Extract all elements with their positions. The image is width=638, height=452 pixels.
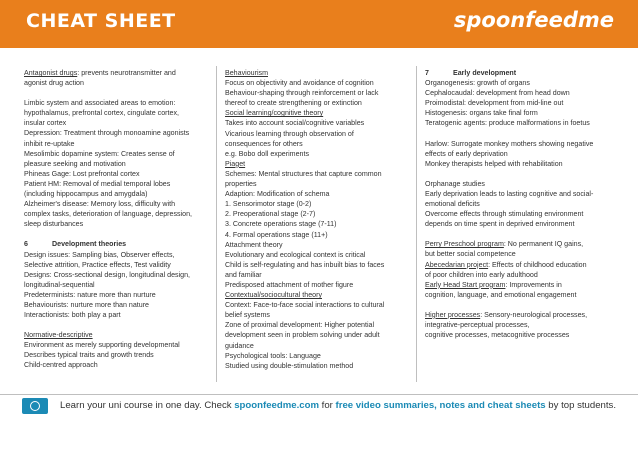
- text-line: Patient HM: Removal of medial temporal lobes: [24, 179, 171, 188]
- text-line: consequences for others: [225, 139, 303, 148]
- text-line: 1. Sensorimotor stage (0-2): [225, 200, 312, 209]
- text-line: longitudinal-sequential: [24, 280, 95, 289]
- text-fragment: : Effects of childhood education: [488, 260, 587, 269]
- section-number: 7: [425, 69, 429, 77]
- subheading: Contextual/sociocultural theory: [225, 291, 322, 300]
- text-line: Design issues: Sampling bias, Observer effects,: [24, 250, 175, 259]
- text-line: Cephalocaudal: development from head down: [425, 89, 570, 98]
- text-line: Early deprivation leads to lasting cognitive and social-: [425, 189, 594, 198]
- subheading: Social learning/cognitive theory: [225, 109, 324, 118]
- subheading: Piaget: [225, 159, 246, 168]
- page-title: CHEAT SHEET: [26, 10, 176, 32]
- text-line: [425, 260, 620, 270]
- text-line: Overcome effects through stimulating environment: [425, 210, 584, 219]
- text-line: belief systems: [225, 311, 270, 320]
- text-line: depends on time spent in deprived environment: [425, 220, 575, 229]
- column-2: [225, 68, 410, 371]
- column-divider: [216, 66, 217, 382]
- text-line: sleep disturbances: [24, 220, 84, 229]
- footer-mid: for: [318, 400, 336, 411]
- text-line: Orphanage studies: [425, 179, 485, 188]
- text-line: Adaption: Modification of schema: [225, 190, 330, 199]
- text-line: thereof to create strengthening or extinction: [225, 99, 362, 108]
- text-line: Focus on objectivity and avoidance of cognition: [225, 79, 374, 88]
- footer-pre: Learn your uni course in one day. Check: [60, 400, 235, 411]
- footer-site-link[interactable]: spoonfeedme.com: [234, 400, 319, 411]
- text-line: hypothalamus, prefrontal cortex, cingulate cortex,: [24, 109, 179, 118]
- spacer: [425, 129, 620, 139]
- text-line: Limbic system and associated areas to emotion:: [24, 99, 176, 108]
- term-abecedarian: Abecedarian project: [425, 260, 489, 269]
- text-line: [425, 239, 620, 249]
- term-higher-processes: Higher processes: [425, 310, 481, 319]
- text-line: Zone of proximal development: Higher potential: [225, 321, 375, 330]
- brand-logo[interactable]: spoonfeedme: [453, 8, 614, 32]
- text-line: Environment as merely supporting developmental: [24, 341, 180, 350]
- text-line: cognition, language, and emotional engagement: [425, 290, 577, 299]
- column-3: [425, 68, 620, 340]
- text-line: Predisposed attachment of mother figure: [225, 280, 354, 289]
- header-bar: [0, 0, 638, 48]
- text-line: Harlow: Surrogate monkey mothers showing negative: [425, 139, 594, 148]
- spacer: [425, 229, 620, 239]
- text-line: Context: Face-to-face social interactions to cultural: [225, 301, 385, 310]
- text-line: Histogenesis: organs take final form: [425, 109, 538, 118]
- text-line: 4. Formal operations stage (11+): [225, 230, 328, 239]
- subheading: Normative-descriptive: [24, 331, 93, 340]
- text-line: of poor children into early adulthood: [425, 270, 538, 279]
- text-line: Child is self-regulating and has inbuilt bias to faces: [225, 260, 385, 269]
- text-line: [24, 68, 209, 78]
- spacer: [24, 229, 209, 239]
- text-line: Mesolimbic dopamine system: Creates sense of: [24, 149, 175, 158]
- text-line: Describes typical traits and growth trends: [24, 351, 154, 360]
- section-title: Development theories: [52, 240, 127, 249]
- text-line: complex tasks, deterioration of language, depression,: [24, 210, 192, 219]
- text-line: development seen in problem solving under adult: [225, 331, 380, 340]
- subheading: Behaviourism: [225, 69, 268, 77]
- spacer: [24, 88, 209, 98]
- column-divider: [416, 66, 417, 382]
- footer-divider: [0, 394, 638, 395]
- column-1: [24, 68, 209, 371]
- text-line: Monkey therapists helped with rehabilitation: [425, 159, 563, 168]
- text-line: Selective attrition, Practice effects, Test validity: [24, 260, 171, 269]
- text-fragment: : No permanent IQ gains,: [503, 240, 584, 249]
- text-line: guidance: [225, 341, 254, 350]
- text-line: cognitive processes, metacognitive processes: [425, 331, 570, 340]
- footer-post: by top students.: [545, 400, 617, 411]
- text-line: Behaviourists: nurture more than nature: [24, 300, 149, 309]
- footer-offer: free video summaries, notes and cheat sheets: [335, 400, 546, 411]
- text-line: Phineas Gage: Lost prefrontal cortex: [24, 169, 140, 178]
- text-line: insular cortex: [24, 119, 67, 128]
- text-line: properties: [225, 180, 257, 189]
- text-line: 2. Preoperational stage (2-7): [225, 210, 316, 219]
- text-line: Predeterminists: nature more than nurture: [24, 290, 156, 299]
- text-line: Alzheimer's disease: Memory loss, difficulty with: [24, 200, 176, 209]
- text-fragment: : Improvements in: [505, 280, 562, 289]
- section-number: 6: [24, 240, 28, 249]
- section-title: Early development: [453, 69, 517, 77]
- text-fragment: : prevents neurotransmitter and: [77, 69, 176, 77]
- text-line: effects of early deprivation: [425, 149, 508, 158]
- text-line: Vicarious learning through observation of: [225, 129, 354, 138]
- spacer: [425, 300, 620, 310]
- text-line: and familiar: [225, 270, 262, 279]
- spacer: [425, 169, 620, 179]
- text-line: Studied using double-stimulation method: [225, 361, 354, 370]
- text-line: Organogenesis: growth of organs: [425, 79, 530, 88]
- footer-banner: [0, 394, 638, 416]
- text-line: Child-centred approach: [24, 361, 98, 370]
- text-line: [425, 310, 620, 320]
- section-heading: [24, 239, 209, 249]
- text-line: emotional deficits: [425, 200, 480, 209]
- text-line: Evolutionary and ecological context is critical: [225, 250, 366, 259]
- text-line: Proimodistal: development from mid-line out: [425, 99, 564, 108]
- term-perry: Perry Preschool program: [425, 240, 504, 249]
- term-early-head-start: Early Head Start program: [425, 280, 506, 289]
- text-line: agonist drug action: [24, 79, 84, 88]
- video-icon: [22, 398, 48, 414]
- section-heading: [425, 68, 620, 78]
- text-line: but better social competence: [425, 250, 516, 259]
- text-line: e.g. Bobo doll experiments: [225, 149, 309, 158]
- text-line: Takes into account social/cognitive variables: [225, 119, 365, 128]
- term-antagonist: Antagonist drugs: [24, 69, 78, 77]
- text-line: Teratogenic agents: produce malformations in foetus: [425, 119, 590, 128]
- footer-text: [60, 400, 616, 411]
- eye-icon: [30, 401, 40, 411]
- text-line: Psychological tools: Language: [225, 351, 321, 360]
- text-line: (including hippocampus and amygdala): [24, 190, 148, 199]
- spacer: [24, 320, 209, 330]
- text-line: integrative-perceptual processes,: [425, 320, 530, 329]
- text-line: Behaviour-shaping through reinforcement or lack: [225, 89, 379, 98]
- text-line: [425, 280, 620, 290]
- text-line: Depression: Treatment through monoamine agonists: [24, 129, 190, 138]
- text-line: pleasure seeking and motivation: [24, 159, 126, 168]
- text-line: Designs: Cross-sectional design, longitudinal design,: [24, 270, 191, 279]
- text-line: Attachment theory: [225, 240, 283, 249]
- text-line: Interactionists: both play a part: [24, 311, 121, 320]
- text-line: inhibit re-uptake: [24, 139, 75, 148]
- text-line: Schemes: Mental structures that capture common: [225, 169, 382, 178]
- text-line: 3. Concrete operations stage (7-11): [225, 220, 337, 229]
- text-fragment: : Sensory-neurological processes,: [480, 310, 588, 319]
